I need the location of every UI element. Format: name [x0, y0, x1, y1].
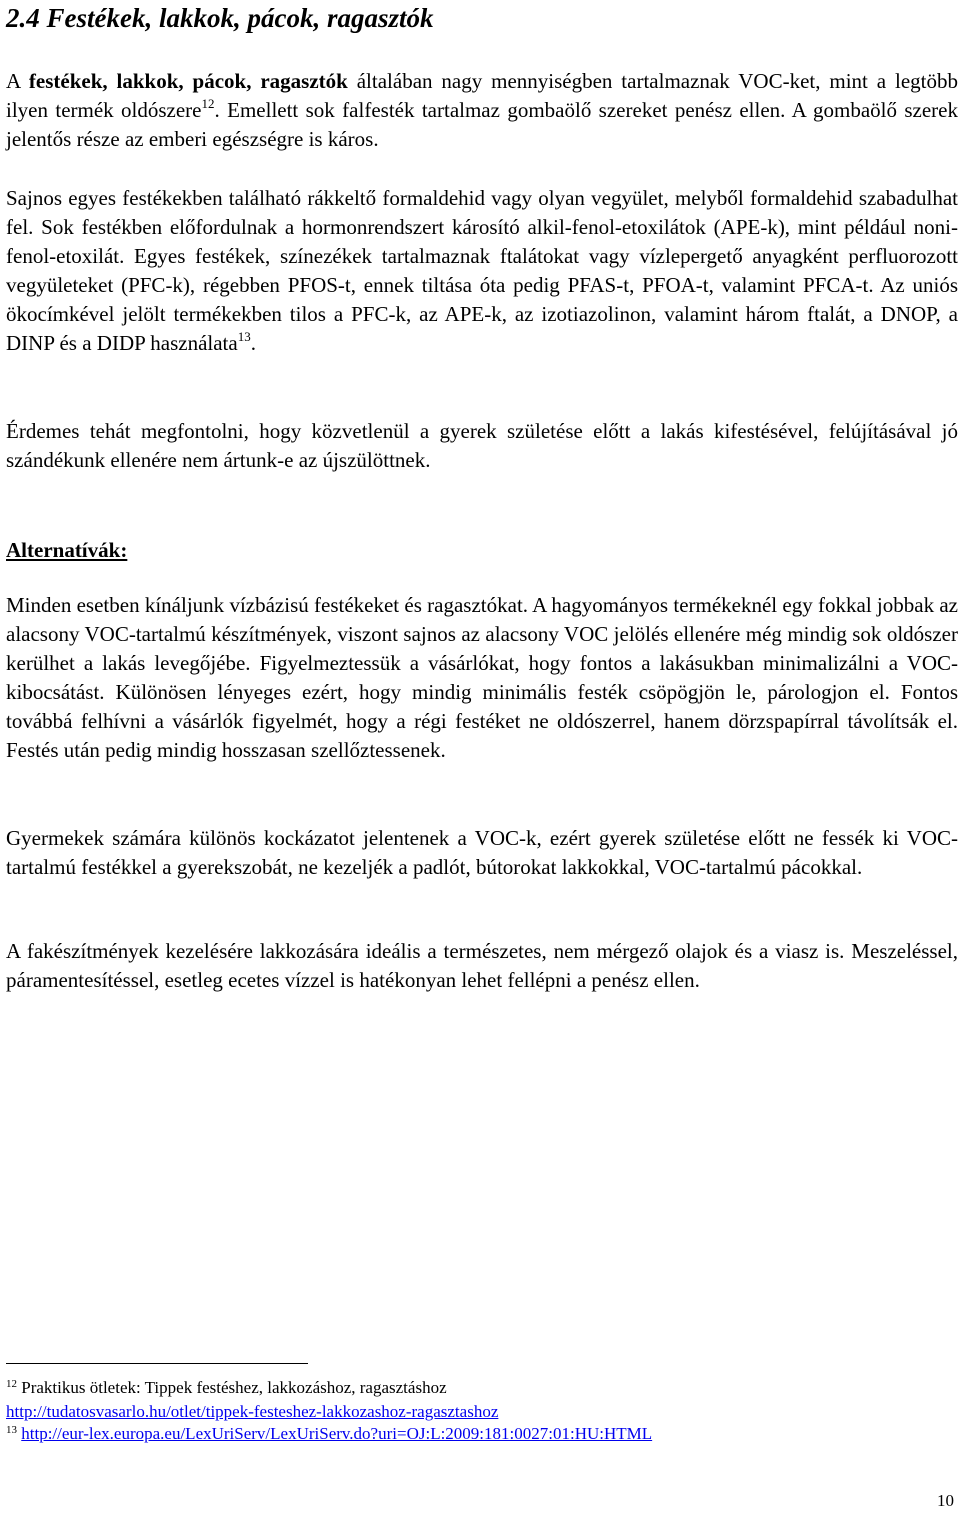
- footnote-12: [6, 1377, 447, 1399]
- paragraph-intro: [6, 67, 958, 154]
- footnote-13: [6, 1423, 652, 1445]
- footnote-separator: [6, 1363, 308, 1364]
- footnote-12-link-line: [6, 1401, 498, 1423]
- footnote-number: 12: [6, 1378, 17, 1390]
- paragraph-alternatives: Minden esetben kínáljunk vízbázisú festékeket és ragasztókat. A hagyományos termékeknél egy fokkal jobbak az alacsony VOC-tartalmú készítmények, viszont sajnos az alacsony VOC jelölés ellenére még mindig sok oldószer kerülhet a lakás levegőjébe. Figyelmeztessük a vásárlókat, hogy fontos a lakásukban minimalizálni a VOC-kibocsátást. Különösen lényeges ezért, hogy mindig minimális festék csöpögjön le, párologjon el. Fontos továbbá felhívni a vásárlók figyelmét, hogy a régi festéket ne oldószerrel, hanem dörzspapírral távolítsák el. Festés után pedig mindig hosszasan szellőztessenek.: [6, 593, 958, 762]
- footnote-number: 13: [6, 1424, 17, 1436]
- section-title: 2.4 Festékek, lakkok, pácok, ragasztók: [6, 3, 434, 33]
- paragraph-formaldehyde: [6, 184, 958, 358]
- paragraph-children: Gyermekek számára különös kockázatot jelentenek a VOC-k, ezért gyerek születése előtt ne fessék ki VOC-tartalmú festékkel a gyerekszobát, ne kezeljék a padlót, bútorokat lakkokkal, VOC-tartalmú pácokkal.: [6, 826, 958, 879]
- intro-text-b: általában nagy mennyiségben tartalmaznak VOC-ket, mint a legtöbb ilyen termék oldószere: [6, 69, 958, 122]
- subheading-alternatives: Alternatívák:: [6, 538, 128, 562]
- footnote-12-link[interactable]: http://tudatosvasarlo.hu/otlet/tippek-festeshez-lakkozashoz-ragasztashoz: [6, 1402, 499, 1421]
- footnote-13-link[interactable]: http://eur-lex.europa.eu/LexUriServ/LexUriServ.do?uri=OJ:L:2009:181:0027:01:HU:HTML: [21, 1424, 653, 1443]
- paragraph-wood: A fakészítmények kezelésére lakkozására ideális a természetes, nem mérgező olajok és a viasz is. Meszeléssel, páramentesítéssel, esetleg ecetes vízzel is hatékonyan lehet fellépni a penész ellen.: [6, 939, 958, 992]
- formaldehyde-text-a: Sajnos egyes festékekben található rákkeltő formaldehid vagy olyan vegyület, melyből formaldehid szabadulhat fel. Sok festékben előfordulnak a hormonrendszert károsító alkil-fenol-etoxilátok (APE-k), mint például noni-fenol-etoxilát. Egyes festékek, színezékek tartalmaznak ftalátokat vagy vízlepergető anyagként perfluorozott vegyületeket (PFC-k), régebben PFOS-t, ennek tiltása óta pedig PFAS-t, PFOA-t, valamint PFCA-t. Az uniós ökocímkével jelölt termékekben tilos a PFC-k, az APE-k, az izotiazolinon, valamint három ftalát, a DNOP, a DINP és a DIDP használata: [6, 186, 958, 355]
- formaldehyde-text-b: .: [250, 331, 256, 355]
- intro-text-c: . Emellett sok falfesték tartalmaz gombaölő szereket penész ellen. A gombaölő szerek jelentős része az emberi egészségre is káros.: [6, 98, 958, 151]
- paragraph-consider: Érdemes tehát megfontolni, hogy közvetlenül a gyerek születése előtt a lakás kifestésével, felújításával jó szándékunk ellenére nem ártunk-e az újszülöttnek.: [6, 419, 958, 472]
- footnote-ref-13[interactable]: 13: [237, 329, 251, 344]
- footnote-text: Praktikus ötletek: Tippek festéshez, lakkozáshoz, ragasztáshoz: [17, 1378, 447, 1397]
- intro-text-a: A: [6, 69, 29, 93]
- intro-bold-lead: festékek, lakkok, pácok, ragasztók: [28, 69, 348, 93]
- footnote-ref-12[interactable]: 12: [201, 96, 215, 111]
- page-number: 10: [937, 1491, 954, 1510]
